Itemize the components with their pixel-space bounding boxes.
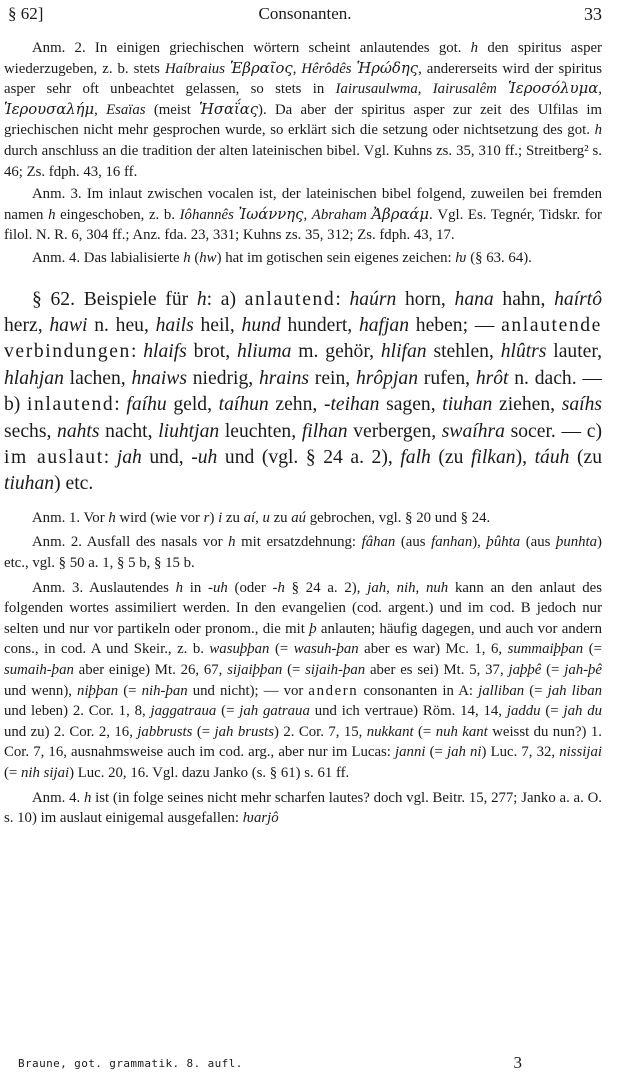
italic-term: Iairusalêm <box>432 81 497 98</box>
text-run: ) <box>209 509 219 526</box>
text-run: mit ersatzdehnung: <box>235 534 362 551</box>
text-run: : a) <box>206 288 245 310</box>
italic-term: hails <box>155 314 194 336</box>
greek-term: Ἡρώδης <box>356 59 419 77</box>
text-run: (= <box>540 703 564 720</box>
text-run: und zu) 2. Cor. 2, 16, <box>4 723 138 740</box>
text-run: lauter, <box>546 341 603 363</box>
text-run: Anm. 4. Das labialisierte <box>32 249 184 266</box>
italic-term: þûhta <box>486 534 521 551</box>
footer-signature: 3 <box>513 1053 522 1072</box>
text-run: leuchten, <box>219 420 302 442</box>
italic-term: haúrn <box>349 288 397 310</box>
italic-term: ƕ <box>455 249 467 266</box>
text-run: , <box>94 101 107 118</box>
italic-term: aí <box>243 509 256 526</box>
italic-term: jah-þê <box>564 661 603 678</box>
italic-term: Abraham <box>311 206 367 223</box>
italic-term: nih <box>396 579 416 596</box>
italic-term: tiuhan <box>4 473 55 495</box>
text-run: zehn, <box>268 394 324 416</box>
text-run: rufen, <box>418 367 476 389</box>
text-run: (= <box>282 661 306 678</box>
italic-term: h <box>183 249 191 266</box>
text-run: m. gehör, <box>291 341 381 363</box>
text-run: (aus <box>395 534 432 551</box>
italic-term: hlifan <box>380 341 427 363</box>
text-run: gebrochen, vgl. § 20 und § 24. <box>306 509 491 526</box>
text-run: (= <box>4 764 21 781</box>
text-run: Anm. 1. Vor <box>32 509 109 526</box>
text-run: weisst du nun?) 1. Cor. 7, 16, ausnahmsweise auch im cod. arg., aber nur im Lucas: <box>4 723 602 761</box>
italic-term: hlaifs <box>143 341 187 363</box>
text-run: ( <box>190 249 200 266</box>
greek-term: Ἱερουσαλήμ <box>4 100 95 118</box>
italic-term: nuh kant <box>435 723 488 740</box>
italic-term: Iairusaulwma <box>335 81 418 98</box>
greek-term: Ἰωάννης <box>238 205 304 223</box>
italic-term: niþþan <box>77 682 119 699</box>
text-run: ) 2. Cor. 7, 15, <box>274 723 367 740</box>
italic-term: h <box>594 122 602 139</box>
italic-term: nahts <box>57 420 100 442</box>
text-run: den spiritus asper wiederzugeben, z. b. stets <box>4 40 602 77</box>
text-run: ) Luc. 20, 16. Vgl. dazu Janko (s. § 61) s. 61 ff. <box>69 764 350 781</box>
italic-term: -h <box>272 579 285 596</box>
italic-term: jah brusts <box>214 723 274 740</box>
italic-term: hrains <box>258 367 310 389</box>
header-title: Consonanten. <box>258 4 352 23</box>
text-run: , <box>417 81 433 98</box>
italic-term: jaþþê <box>508 661 542 678</box>
text-run: : <box>130 341 144 363</box>
italic-term: -teihan <box>323 394 380 416</box>
text-run: Anm. 2. Ausfall des nasals vor <box>32 534 229 551</box>
text-run: , <box>255 509 263 526</box>
italic-term: summaiþþan <box>507 641 584 658</box>
text-run: eingeschoben, z. b. <box>55 206 180 223</box>
italic-term: sijaiþþan <box>227 661 283 678</box>
italic-term: nih-þan <box>141 682 188 699</box>
text-run: zu <box>269 509 292 526</box>
note-anm-2-top <box>4 38 602 182</box>
text-run: . Vgl. Es. Tegnér, Tidskr. for filol. N. R. 6, 304 ff.; Anz. fda. 23, 331; Kuhns zs. 35, 312; Zs. fdph. 43, 17. <box>4 206 602 244</box>
text-run: , <box>598 81 602 98</box>
italic-term: hnaiws <box>131 367 187 389</box>
italic-term: tiuhan <box>442 394 493 416</box>
text-run: zu <box>222 509 244 526</box>
italic-term: -uh <box>191 446 218 468</box>
text-run: § 24 a. 2), <box>284 579 368 596</box>
italic-term: þ <box>309 620 317 637</box>
italic-term: fanhan <box>431 534 473 551</box>
spaced-heading-term: anlautend <box>244 288 336 310</box>
text-run: (aus <box>520 534 556 551</box>
text-run: (zu <box>569 446 602 468</box>
text-run: ) Luc. 7, 32, <box>481 744 560 761</box>
text-run: und ich vertraue) Röm. 14, 14, <box>309 703 507 720</box>
footer-imprint: Braune, got. grammatik. 8. aufl. <box>18 1057 243 1070</box>
text-run: rein, <box>309 367 356 389</box>
italic-term: h <box>470 40 479 56</box>
text-run: niedrig, <box>186 367 259 389</box>
italic-term: jah ni <box>446 744 482 761</box>
italic-term: hana <box>454 288 494 310</box>
text-run: (= <box>216 703 240 720</box>
italic-term: Hêrôdês <box>301 60 352 77</box>
text-run: Anm. 3. Im inlaut zwischen vocalen ist, der lateinischen bibel folgend, zuweilen bei fremden namen <box>4 186 602 223</box>
italic-term: h <box>196 288 207 310</box>
italic-term: h <box>83 789 92 806</box>
italic-term: nih sijai <box>20 764 70 781</box>
text-run: hahn, <box>493 288 555 310</box>
italic-term: Iôhannês <box>179 206 234 223</box>
text-run: lachen, <box>63 367 132 389</box>
text-run: Anm. 3. Auslautendes <box>32 579 176 596</box>
text-run: , <box>386 579 397 596</box>
italic-term: swaíhra <box>441 420 505 442</box>
text-run: ) etc. <box>54 473 94 495</box>
text-run: aber einige) Mt. 26, 67, <box>73 661 228 678</box>
text-run: : <box>103 446 117 468</box>
italic-term: jaddu <box>506 703 541 720</box>
text-run: geld, <box>166 394 219 416</box>
spaced-heading-term: im auslaut <box>4 446 104 468</box>
text-run: (= <box>541 661 565 678</box>
text-run: verbergen, <box>347 420 442 442</box>
italic-term: sijaih-þan <box>305 661 366 678</box>
note-anm-4-top <box>4 248 602 269</box>
italic-term: fâhan <box>361 534 396 551</box>
text-run: (= <box>583 641 602 658</box>
note-anm-4 <box>4 788 602 829</box>
text-run: heil, <box>193 314 242 336</box>
italic-term: hafjan <box>358 314 410 336</box>
text-run: aber es war) Mc. 1, 6, <box>358 641 508 658</box>
italic-term: jabbrusts <box>137 723 193 740</box>
text-run: , <box>303 206 312 223</box>
text-run: ist (in folge seines nicht mehr scharfen lautes? doch vgl. Beitr. 15, 277; Janko a. a. O. s. 10) im auslaut einigemal ausgefallen: <box>4 789 602 827</box>
italic-term: h <box>48 206 56 223</box>
text-run: (= <box>118 682 142 699</box>
italic-term: -uh <box>208 579 228 596</box>
italic-term: h <box>228 534 236 551</box>
text-run: kann an den anlaut des folgenden wortes assimiliert werden. In den evangelien (cod. argent.) und im cod. B jedoch nur selten und nur vor partikeln oder pronom., die mit <box>4 579 602 637</box>
text-run: n. dach. — b) <box>4 367 602 416</box>
text-run: stehlen, <box>426 341 501 363</box>
text-run: consonanten in A: <box>358 682 479 699</box>
text-run: brot, <box>186 341 237 363</box>
italic-term: r <box>203 509 210 526</box>
text-run: anlauten; häufig dagegen, und auch vor andern cons., in cod. A und Skeir., z. b. <box>4 620 602 658</box>
spaced-heading-term: andern <box>308 682 359 699</box>
text-run: ) etc., vgl. § 50 a. 1, § 5 b, § 15 b. <box>4 534 602 571</box>
page-body <box>4 38 602 833</box>
greek-term: Ἑβραῖος <box>229 59 293 77</box>
italic-term: hlahjan <box>4 367 64 389</box>
text-run: heben; — <box>409 314 502 336</box>
text-run: Anm. 2. In einigen griechischen wörtern scheint anlautendes got. <box>32 40 471 56</box>
text-run: und, <box>141 446 192 468</box>
italic-term: falh <box>400 446 431 468</box>
text-run: (= <box>192 723 215 740</box>
italic-term: u <box>262 509 270 526</box>
italic-term: wasuþþan <box>209 641 270 658</box>
greek-term: Ἱεροσόλυμα <box>508 80 599 98</box>
italic-term: hund <box>241 314 281 336</box>
note-anm-3-top <box>4 184 602 246</box>
italic-term: jah liban <box>547 682 603 699</box>
text-run: Anm. 4. <box>32 789 84 806</box>
italic-term: jah du <box>563 703 603 720</box>
text-run: , andererseits wird der spiritus asper sehr oft unbeachtet gelassen, so stets in <box>4 60 603 98</box>
text-run: herz, <box>4 314 50 336</box>
note-anm-2 <box>4 532 602 573</box>
text-run: und leben) 2. Cor. 1, 8, <box>4 703 151 720</box>
italic-term: h <box>175 579 183 596</box>
text-run: : <box>114 394 127 416</box>
text-run: , <box>292 60 302 77</box>
text-run: , <box>415 579 426 596</box>
italic-term: hw <box>199 249 217 266</box>
text-run: und nicht); — vor <box>187 682 309 699</box>
italic-term: faíhu <box>126 394 167 416</box>
italic-term: Esaïas <box>106 101 146 118</box>
page-number: 33 <box>584 4 602 24</box>
text-run: ), <box>472 534 487 551</box>
note-anm-1 <box>4 508 602 529</box>
italic-term: filhan <box>301 420 348 442</box>
text-run: horn, <box>396 288 455 310</box>
text-run: n. heu, <box>87 314 156 336</box>
text-run: hundert, <box>280 314 359 336</box>
text-run: und (vgl. § 24 a. 2), <box>217 446 401 468</box>
greek-term: Ἀβραάμ <box>371 205 430 223</box>
italic-term: hrôt <box>475 367 509 389</box>
running-header <box>8 4 602 28</box>
note-anm-3 <box>4 578 602 784</box>
italic-term: wasuh-þan <box>293 641 359 658</box>
italic-term: liuhtjan <box>158 420 220 442</box>
section-62-paragraph <box>4 287 602 498</box>
text-run <box>497 81 508 97</box>
text-run: socer. — c) <box>504 420 602 442</box>
italic-term: taíhun <box>218 394 269 416</box>
text-run: (= <box>425 744 447 761</box>
italic-term: ƕarjô <box>242 810 279 827</box>
italic-term: Haíbraius <box>164 60 225 77</box>
italic-term: hawi <box>49 314 88 336</box>
text-run: aber es sei) Mt. 5, 37, <box>365 661 509 678</box>
italic-term: hrôpjan <box>355 367 419 389</box>
italic-term: filkan <box>470 446 516 468</box>
text-run: ). Da aber der spiritus asper zur zeit des Ulfilas im griechischen nicht mehr gesprochen wurde, so erklärt sich die setzung oder nichtsetzung des got. <box>4 101 603 139</box>
italic-term: táuh <box>534 446 570 468</box>
italic-term: nissijai <box>559 744 602 761</box>
italic-term: janni <box>395 744 426 761</box>
text-run: und wenn), <box>4 682 78 699</box>
text-run: ziehen, <box>492 394 562 416</box>
spaced-heading-term: inlautend <box>26 394 115 416</box>
page-footer <box>18 1053 602 1083</box>
italic-term: jah gatraua <box>239 703 310 720</box>
text-run: (= <box>269 641 294 658</box>
italic-term: hlûtrs <box>500 341 547 363</box>
text-run: (= <box>524 682 548 699</box>
text-run: : <box>335 288 350 310</box>
text-run: sagen, <box>379 394 443 416</box>
text-run: § 62. Beispiele für <box>32 288 197 310</box>
text-run: ) hat im gotischen sein eigenes zeichen: <box>216 249 456 266</box>
italic-term: jalliban <box>478 682 525 699</box>
text-run: (oder <box>227 579 273 596</box>
italic-term: h <box>108 509 116 526</box>
italic-term: jah <box>367 579 387 596</box>
text-run: (zu <box>430 446 471 468</box>
text-run: sechs, <box>4 420 58 442</box>
italic-term: þunhta <box>555 534 598 551</box>
text-run: (= <box>413 723 436 740</box>
text-run: durch anschluss an die tradition der alten lateinischen bibel. Vgl. Kuhns zs. 35, 310 ff.; Streitberg² s. 46; Zs. fdph. 43, 16 ff. <box>4 142 602 180</box>
italic-term: saíhs <box>561 394 603 416</box>
text-run: nacht, <box>99 420 159 442</box>
text-run: ), <box>515 446 535 468</box>
italic-term: nukkant <box>366 723 414 740</box>
italic-term: hliuma <box>236 341 292 363</box>
italic-term: jah <box>116 446 142 468</box>
italic-term: aú <box>291 509 307 526</box>
text-run: (§ 63. 64). <box>466 249 532 266</box>
italic-term: i <box>218 509 223 526</box>
italic-term: sumaih-þan <box>4 661 74 678</box>
text-run: in <box>183 579 209 596</box>
text-run: (meist <box>145 101 200 118</box>
text-run: wird (wie vor <box>115 509 204 526</box>
italic-term: haírtô <box>554 288 602 310</box>
header-section-ref: § 62] <box>8 4 44 23</box>
italic-term: nuh <box>425 579 449 596</box>
italic-term: jaggatraua <box>150 703 217 720</box>
greek-term: Ἡσαΐας <box>199 100 259 118</box>
spaced-heading-term: anlautende verbindungen <box>4 314 602 363</box>
